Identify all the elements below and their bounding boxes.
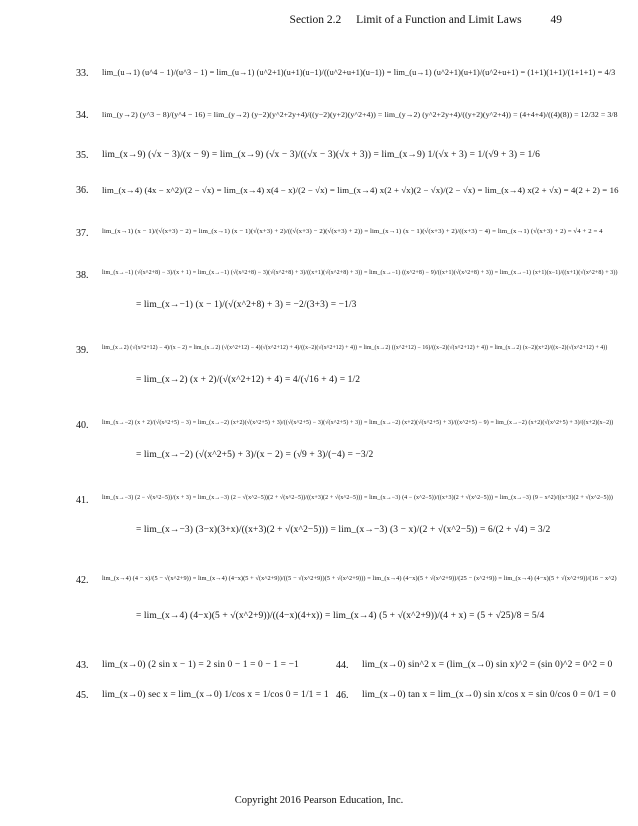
section-label: Section 2.2	[289, 14, 342, 26]
problem-number: 44.	[336, 660, 349, 671]
solution-line: = lim_(x→−3) (3−x)(3+x)/((x+3)(2 + √(x^2−5))) = lim_(x→−3) (3 − x)/(2 + √(x^2−5)) = 6/(2 + √4) = 3/2	[136, 525, 551, 535]
problem-number: 40.	[76, 420, 89, 431]
solution-line: lim_(x→−1) (√(x^2+8) − 3)/(x + 1) = lim_(x→−1) (√(x^2+8) − 3)(√(x^2+8) + 3)/((x+1)(√(x^2+8) + 3)) = lim_(x→−1) ((x^2+8) − 9)/((x+1)(√(x^2+8) + 3)) = lim_(x→−1) (x+1)(x−1)/((x+1)(√(x^2+8) + 3))	[102, 270, 618, 276]
solution-line: lim_(x→4) (4x − x^2)/(2 − √x) = lim_(x→4) x(4 − x)/(2 − √x) = lim_(x→4) x(2 + √x)(2 − √x)/(2 − √x) = lim_(x→4) x(2 + √x) = 4(2 + 2) = 16	[102, 185, 619, 195]
solution-line: lim_(x→4) (4 − x)/(5 − √(x^2+9)) = lim_(x→4) (4−x)(5 + √(x^2+9))/((5 − √(x^2+9))(5 + √(x^2+9))) = lim_(x→4) (4−x)(5 + √(x^2+9))/(25 − (x^2+9)) = lim_(x→4) (4−x)(5 + √(x^2+9))/(16 − x^2)	[102, 575, 617, 582]
problem-number: 46.	[336, 690, 349, 701]
solution-line: lim_(x→0) sec x = lim_(x→0) 1/cos x = 1/cos 0 = 1/1 = 1	[102, 690, 329, 700]
problem-number: 37.	[76, 228, 89, 239]
solution-line: lim_(x→−2) (x + 2)/(√(x^2+5) − 3) = lim_(x→−2) (x+2)(√(x^2+5) + 3)/((√(x^2+5) − 3)(√(x^2+5) + 3)) = lim_(x→−2) (x+2)(√(x^2+5) + 3)/((x^2+5) − 9) = lim_(x→−2) (x+2)(√(x^2+5) + 3)/((x+2)(x−2))	[102, 420, 614, 426]
page-header	[290, 14, 562, 26]
problem-number: 35.	[76, 150, 89, 161]
solution-line: lim_(x→0) sin^2 x = (lim_(x→0) sin x)^2 = (sin 0)^2 = 0^2 = 0	[362, 660, 613, 670]
problem-number: 34.	[76, 110, 89, 121]
solution-line: lim_(x→0) (2 sin x − 1) = 2 sin 0 − 1 = 0 − 1 = −1	[102, 660, 299, 670]
solution-line: lim_(x→1) (x − 1)/(√(x+3) − 2) = lim_(x→1) (x − 1)(√(x+3) + 2)/((√(x+3) − 2)(√(x+3) + 2)) = lim_(x→1) (x − 1)(√(x+3) + 2)/((x+3) − 4) = lim_(x→1) (√(x+3) + 2) = √4 + 2 = 4	[102, 228, 603, 235]
problem-number: 39.	[76, 345, 89, 356]
solution-line: lim_(y→2) (y^3 − 8)/(y^4 − 16) = lim_(y→2) (y−2)(y^2+2y+4)/((y−2)(y+2)(y^2+4)) = lim_(y→2) (y^2+2y+4)/((y+2)(y^2+4)) = (4+4+4)/((4)(8)) = 12/32 = 3/8	[102, 110, 618, 119]
problem-number: 43.	[76, 660, 89, 671]
problem-number: 42.	[76, 575, 89, 586]
solution-line: lim_(x→0) tan x = lim_(x→0) sin x/cos x = sin 0/cos 0 = 0/1 = 0	[362, 690, 616, 700]
page-number: 49	[550, 14, 562, 26]
solution-line: lim_(x→9) (√x − 3)/(x − 9) = lim_(x→9) (√x − 3)/((√x − 3)(√x + 3)) = lim_(x→9) 1/(√x + 3) = 1/(√9 + 3) = 1/6	[102, 150, 540, 160]
solution-line: = lim_(x→2) (x + 2)/(√(x^2+12) + 4) = 4/(√16 + 4) = 1/2	[136, 375, 361, 385]
problem-number: 45.	[76, 690, 89, 701]
problem-number: 38.	[76, 270, 89, 281]
solution-line: lim_(u→1) (u^4 − 1)/(u^3 − 1) = lim_(u→1) (u^2+1)(u+1)(u−1)/((u^2+u+1)(u−1)) = lim_(u→1) (u^2+1)(u+1)/(u^2+u+1) = (1+1)(1+1)/(1+1+1) = 4/3	[102, 68, 616, 77]
solution-line: lim_(x→−3) (2 − √(x^2−5))/(x + 3) = lim_(x→−3) (2 − √(x^2−5))(2 + √(x^2−5))/((x+3)(2 + √(x^2−5))) = lim_(x→−3) (4 − (x^2−5))/((x+3)(2 + √(x^2−5))) = lim_(x→−3) (9 − x^2)/((x+3)(2 + √(x^2−5)))	[102, 495, 613, 501]
solution-line: lim_(x→2) (√(x^2+12) − 4)/(x − 2) = lim_(x→2) (√(x^2+12) − 4)(√(x^2+12) + 4)/((x−2)(√(x^2+12) + 4)) = lim_(x→2) ((x^2+12) − 16)/((x−2)(√(x^2+12) + 4)) = lim_(x→2) (x−2)(x+2)/((x−2)(√(x^2+12) + 4))	[102, 345, 608, 351]
problem-number: 33.	[76, 68, 89, 79]
problem-number: 41.	[76, 495, 89, 506]
copyright-footer: Copyright 2016 Pearson Education, Inc.	[234, 795, 404, 806]
solution-line: = lim_(x→−1) (x − 1)/(√(x^2+8) + 3) = −2/(3+3) = −1/3	[136, 300, 357, 310]
problem-number: 36.	[76, 185, 89, 196]
section-title: Limit of a Function and Limit Laws	[356, 14, 522, 26]
solution-line: = lim_(x→−2) (√(x^2+5) + 3)/(x − 2) = (√9 + 3)/(−4) = −3/2	[136, 450, 374, 460]
solution-line: = lim_(x→4) (4−x)(5 + √(x^2+9))/((4−x)(4+x)) = lim_(x→4) (5 + √(x^2+9))/(4 + x) = (5 + √25)/8 = 5/4	[136, 611, 545, 621]
